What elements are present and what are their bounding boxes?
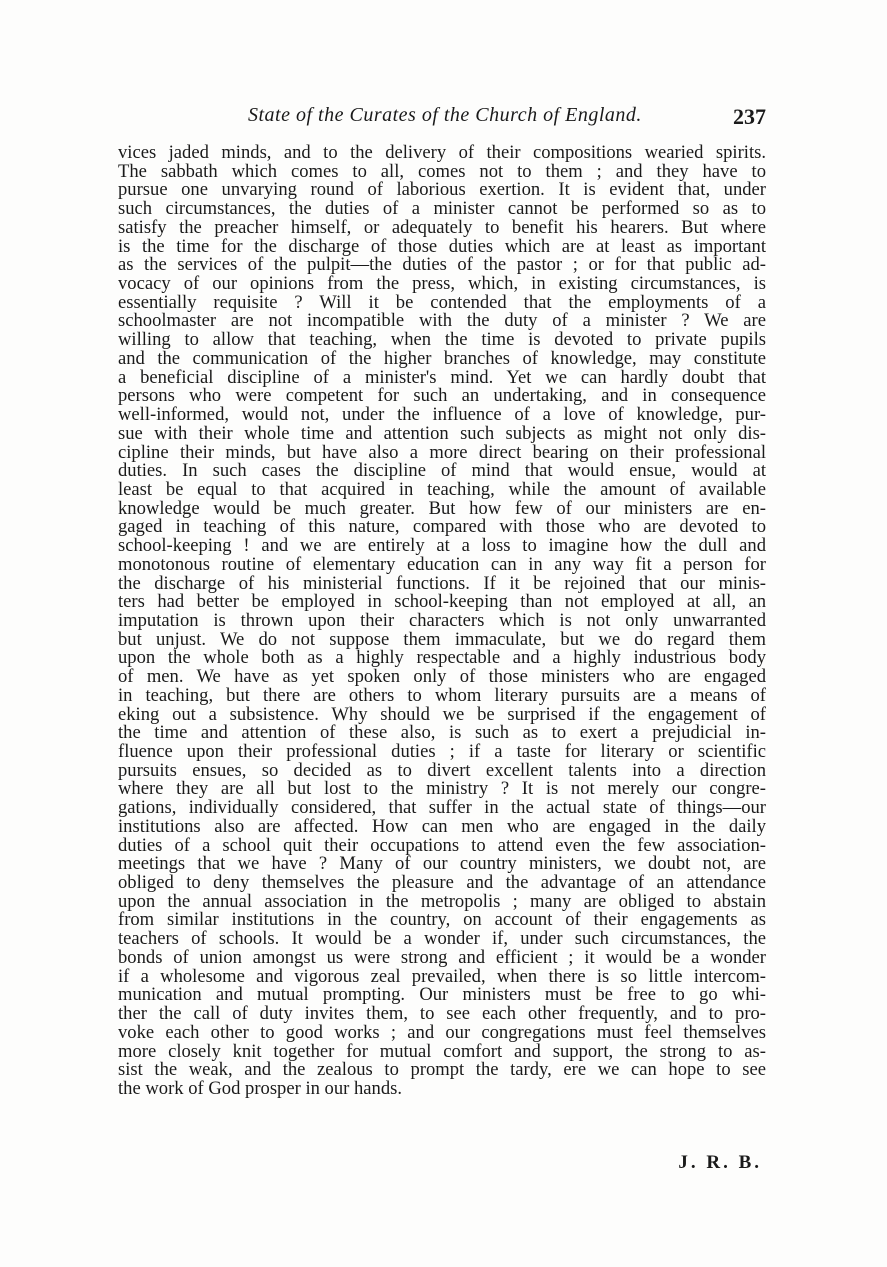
text-line: meetings that we have ? Many of our country ministers, we doubt not, are — [118, 853, 766, 875]
text-line: cipline their minds, but have also a more direct bearing on their professional — [118, 441, 766, 463]
text-line: of men. We have as yet spoken only of those ministers who are engaged — [118, 666, 766, 688]
text-line: essentially requisite ? Will it be contended that the employments of a — [118, 291, 766, 313]
text-line: schoolmaster are not incompatible with the duty of a minister ? We are — [118, 310, 766, 332]
text-line: pursue one unvarying round of laborious exertion. It is evident that, under — [118, 179, 766, 201]
text-line: munication and mutual prompting. Our ministers must be free to go whi- — [118, 984, 766, 1006]
text-line: gaged in teaching of this nature, compared with those who are devoted to — [118, 516, 766, 538]
text-line: eking out a subsistence. Why should we be surprised if the engagement of — [118, 703, 766, 725]
page-number: 237 — [733, 104, 766, 129]
text-line: school-keeping ! and we are entirely at a loss to imagine how the dull and — [118, 535, 766, 557]
text-line: fluence upon their professional duties ; if a taste for literary or scientific — [118, 741, 766, 762]
text-line: where they are all but lost to the ministry ? It is not merely our congre- — [118, 778, 766, 800]
text-line: gations, individually considered, that suffer in the actual state of things—our — [118, 797, 766, 819]
text-line: sue with their whole time and attention such subjects as might not only dis- — [118, 422, 766, 444]
text-line: persons who were competent for such an undertaking, and in consequence — [118, 385, 766, 407]
text-line: teachers of schools. It would be a wonder if, under such circumstances, the — [118, 928, 766, 950]
text-line: ters had better be employed in school-keeping than not employed at all, an — [118, 591, 766, 613]
text-line: duties of a school quit their occupations to attend even the few association- — [118, 834, 766, 856]
text-line-final: the work of God prosper in our hands. — [118, 1077, 403, 1099]
text-line: such circumstances, the duties of a minister cannot be performed so as to — [118, 198, 766, 220]
text-line: ther the call of duty invites them, to see each other frequently, and to pro- — [118, 1003, 766, 1025]
running-title: State of the Curates of the Church of England. — [248, 104, 642, 126]
text-line: as the services of the pulpit—the duties of the pastor ; or for that public ad- — [118, 254, 766, 276]
text-line: willing to allow that teaching, when the time is devoted to private pupils — [118, 329, 766, 351]
text-line: pursuits ensues, so decided as to divert excellent talents into a direction — [118, 759, 766, 781]
text-line: vocacy of our opinions from the press, which, in existing circumstances, is — [118, 273, 766, 295]
text-line: the time and attention of these also, is such as to exert a prejudicial in- — [118, 722, 766, 744]
text-line: but unjust. We do not suppose them immaculate, but we do regard them — [118, 628, 766, 650]
text-line: sist the weak, and the zealous to prompt the tardy, ere we can hope to see — [118, 1059, 766, 1081]
text-line: satisfy the preacher himself, or adequately to benefit his hearers. But where — [118, 216, 766, 238]
text-line: a beneficial discipline of a minister's mind. Yet we can hardly doubt that — [118, 366, 766, 388]
article-body — [118, 144, 766, 1099]
text-line: if a wholesome and vigorous zeal prevailed, when there is so little intercom- — [118, 965, 766, 987]
author-signature: J. R. B. — [678, 1152, 762, 1173]
text-line: is the time for the discharge of those duties which are at least as important — [118, 235, 766, 257]
text-line: monotonous routine of elementary education can in any way fit a person for — [118, 553, 766, 575]
text-line: the discharge of his ministerial functions. If it be rejoined that our minis- — [118, 572, 766, 594]
text-line: imputation is thrown upon their characters which is not only unwarranted — [118, 609, 766, 631]
text-line: well-informed, would not, under the influence of a love of knowledge, pur- — [118, 404, 766, 426]
running-head — [118, 102, 766, 132]
text-line: institutions also are affected. How can men who are engaged in the daily — [118, 815, 766, 837]
text-line: knowledge would be much greater. But how few of our ministers are en- — [118, 497, 766, 519]
text-line: bonds of union amongst us were strong and efficient ; it would be a wonder — [118, 946, 766, 968]
text-line: upon the whole both as a highly respectable and a highly industrious body — [118, 647, 766, 669]
text-line: upon the annual association in the metropolis ; many are obliged to abstain — [118, 890, 766, 912]
text-line: voke each other to good works ; and our congregations must feel themselves — [118, 1021, 766, 1043]
text-line: more closely knit together for mutual comfort and support, the strong to as- — [118, 1040, 766, 1062]
text-line: obliged to deny themselves the pleasure and the advantage of an attendance — [118, 872, 766, 894]
text-line: and the communication of the higher branches of knowledge, may constitute — [118, 347, 766, 369]
text-line: from similar institutions in the country, on account of their engagements as — [118, 909, 766, 931]
text-line: The sabbath which comes to all, comes not to them ; and they have to — [118, 160, 766, 182]
text-line: duties. In such cases the discipline of mind that would ensue, would at — [118, 460, 766, 482]
text-line: in teaching, but there are others to whom literary pursuits are a means of — [118, 684, 766, 706]
text-line: least be equal to that acquired in teaching, while the amount of available — [118, 478, 766, 500]
text-line: vices jaded minds, and to the delivery of their compositions wearied spirits. — [118, 142, 766, 163]
